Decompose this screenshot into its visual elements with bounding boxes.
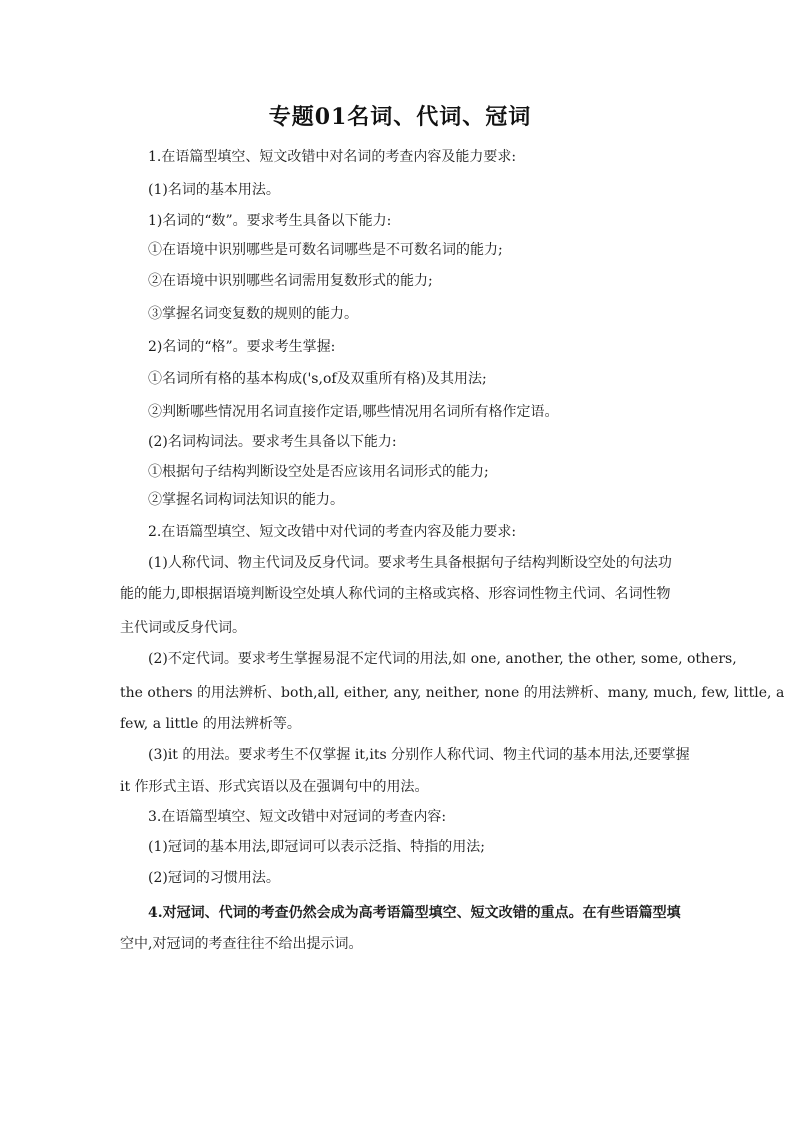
paragraph-line: the others 的用法辨析、both,all, either, any, neither, none 的用法辨析、many, much, few, little, a bbox=[120, 685, 785, 701]
paragraph-line: ①名词所有格的基本构成('s,of及双重所有格)及其用法; bbox=[148, 371, 487, 387]
paragraph-line: ①根据句子结构判断设空处是否应该用名词形式的能力; bbox=[148, 464, 489, 480]
paragraph-line: (1)人称代词、物主代词及反身代词。要求考生具备根据句子结构判断设空处的句法功 bbox=[148, 555, 672, 571]
paragraph-line: ②掌握名词构词法知识的能力。 bbox=[148, 492, 344, 508]
paragraph-line: 主代词或反身代词。 bbox=[120, 620, 246, 636]
paragraph-line: 2)名词的“格”。要求考生掌握: bbox=[148, 339, 336, 355]
paragraph-line: (2)名词构词法。要求考生具备以下能力: bbox=[148, 434, 397, 450]
paragraph-line: ②在语境中识别哪些名词需用复数形式的能力; bbox=[148, 273, 433, 289]
paragraph-line: (3)it 的用法。要求考生不仅掌握 it,its 分别作人称代词、物主代词的基本用法,还要掌握 bbox=[148, 747, 690, 763]
paragraph-line: ③掌握名词变复数的规则的能力。 bbox=[148, 306, 358, 322]
section-4-heading: 4.对冠词、代词的考查仍然会成为高考语篇型填空、短文改错的重点。在有些语篇型填 bbox=[148, 905, 681, 921]
section-2-heading: 2.在语篇型填空、短文改错中对代词的考查内容及能力要求: bbox=[148, 524, 517, 540]
paragraph-line: 空中,对冠词的考查往往不给出提示词。 bbox=[120, 936, 363, 952]
section-1-heading: 1.在语篇型填空、短文改错中对名词的考查内容及能力要求: bbox=[148, 149, 517, 165]
paragraph-line: (2)冠词的习惯用法。 bbox=[148, 870, 280, 886]
paragraph-line: ①在语境中识别哪些是可数名词哪些是不可数名词的能力; bbox=[148, 242, 503, 258]
paragraph-line: (1)名词的基本用法。 bbox=[148, 182, 280, 198]
paragraph-line: few, a little 的用法辨析等。 bbox=[120, 716, 301, 732]
paragraph-line: 能的能力,即根据语境判断设空处填人称代词的主格或宾格、形容词性物主代词、名词性物 bbox=[120, 586, 671, 602]
section-3-heading: 3.在语篇型填空、短文改错中对冠词的考查内容: bbox=[148, 809, 447, 825]
paragraph-line: (1)冠词的基本用法,即冠词可以表示泛指、特指的用法; bbox=[148, 839, 485, 855]
paragraph-line: (2)不定代词。要求考生掌握易混不定代词的用法,如 one, another, the other, some, others, bbox=[148, 651, 737, 667]
paragraph-line: 1)名词的“数”。要求考生具备以下能力: bbox=[148, 213, 392, 229]
page-title: 专题01名词、代词、冠词 bbox=[268, 104, 532, 130]
paragraph-line: ②判断哪些情况用名词直接作定语,哪些情况用名词所有格作定语。 bbox=[148, 404, 559, 420]
paragraph-line: it 作形式主语、形式宾语以及在强调句中的用法。 bbox=[120, 779, 429, 795]
